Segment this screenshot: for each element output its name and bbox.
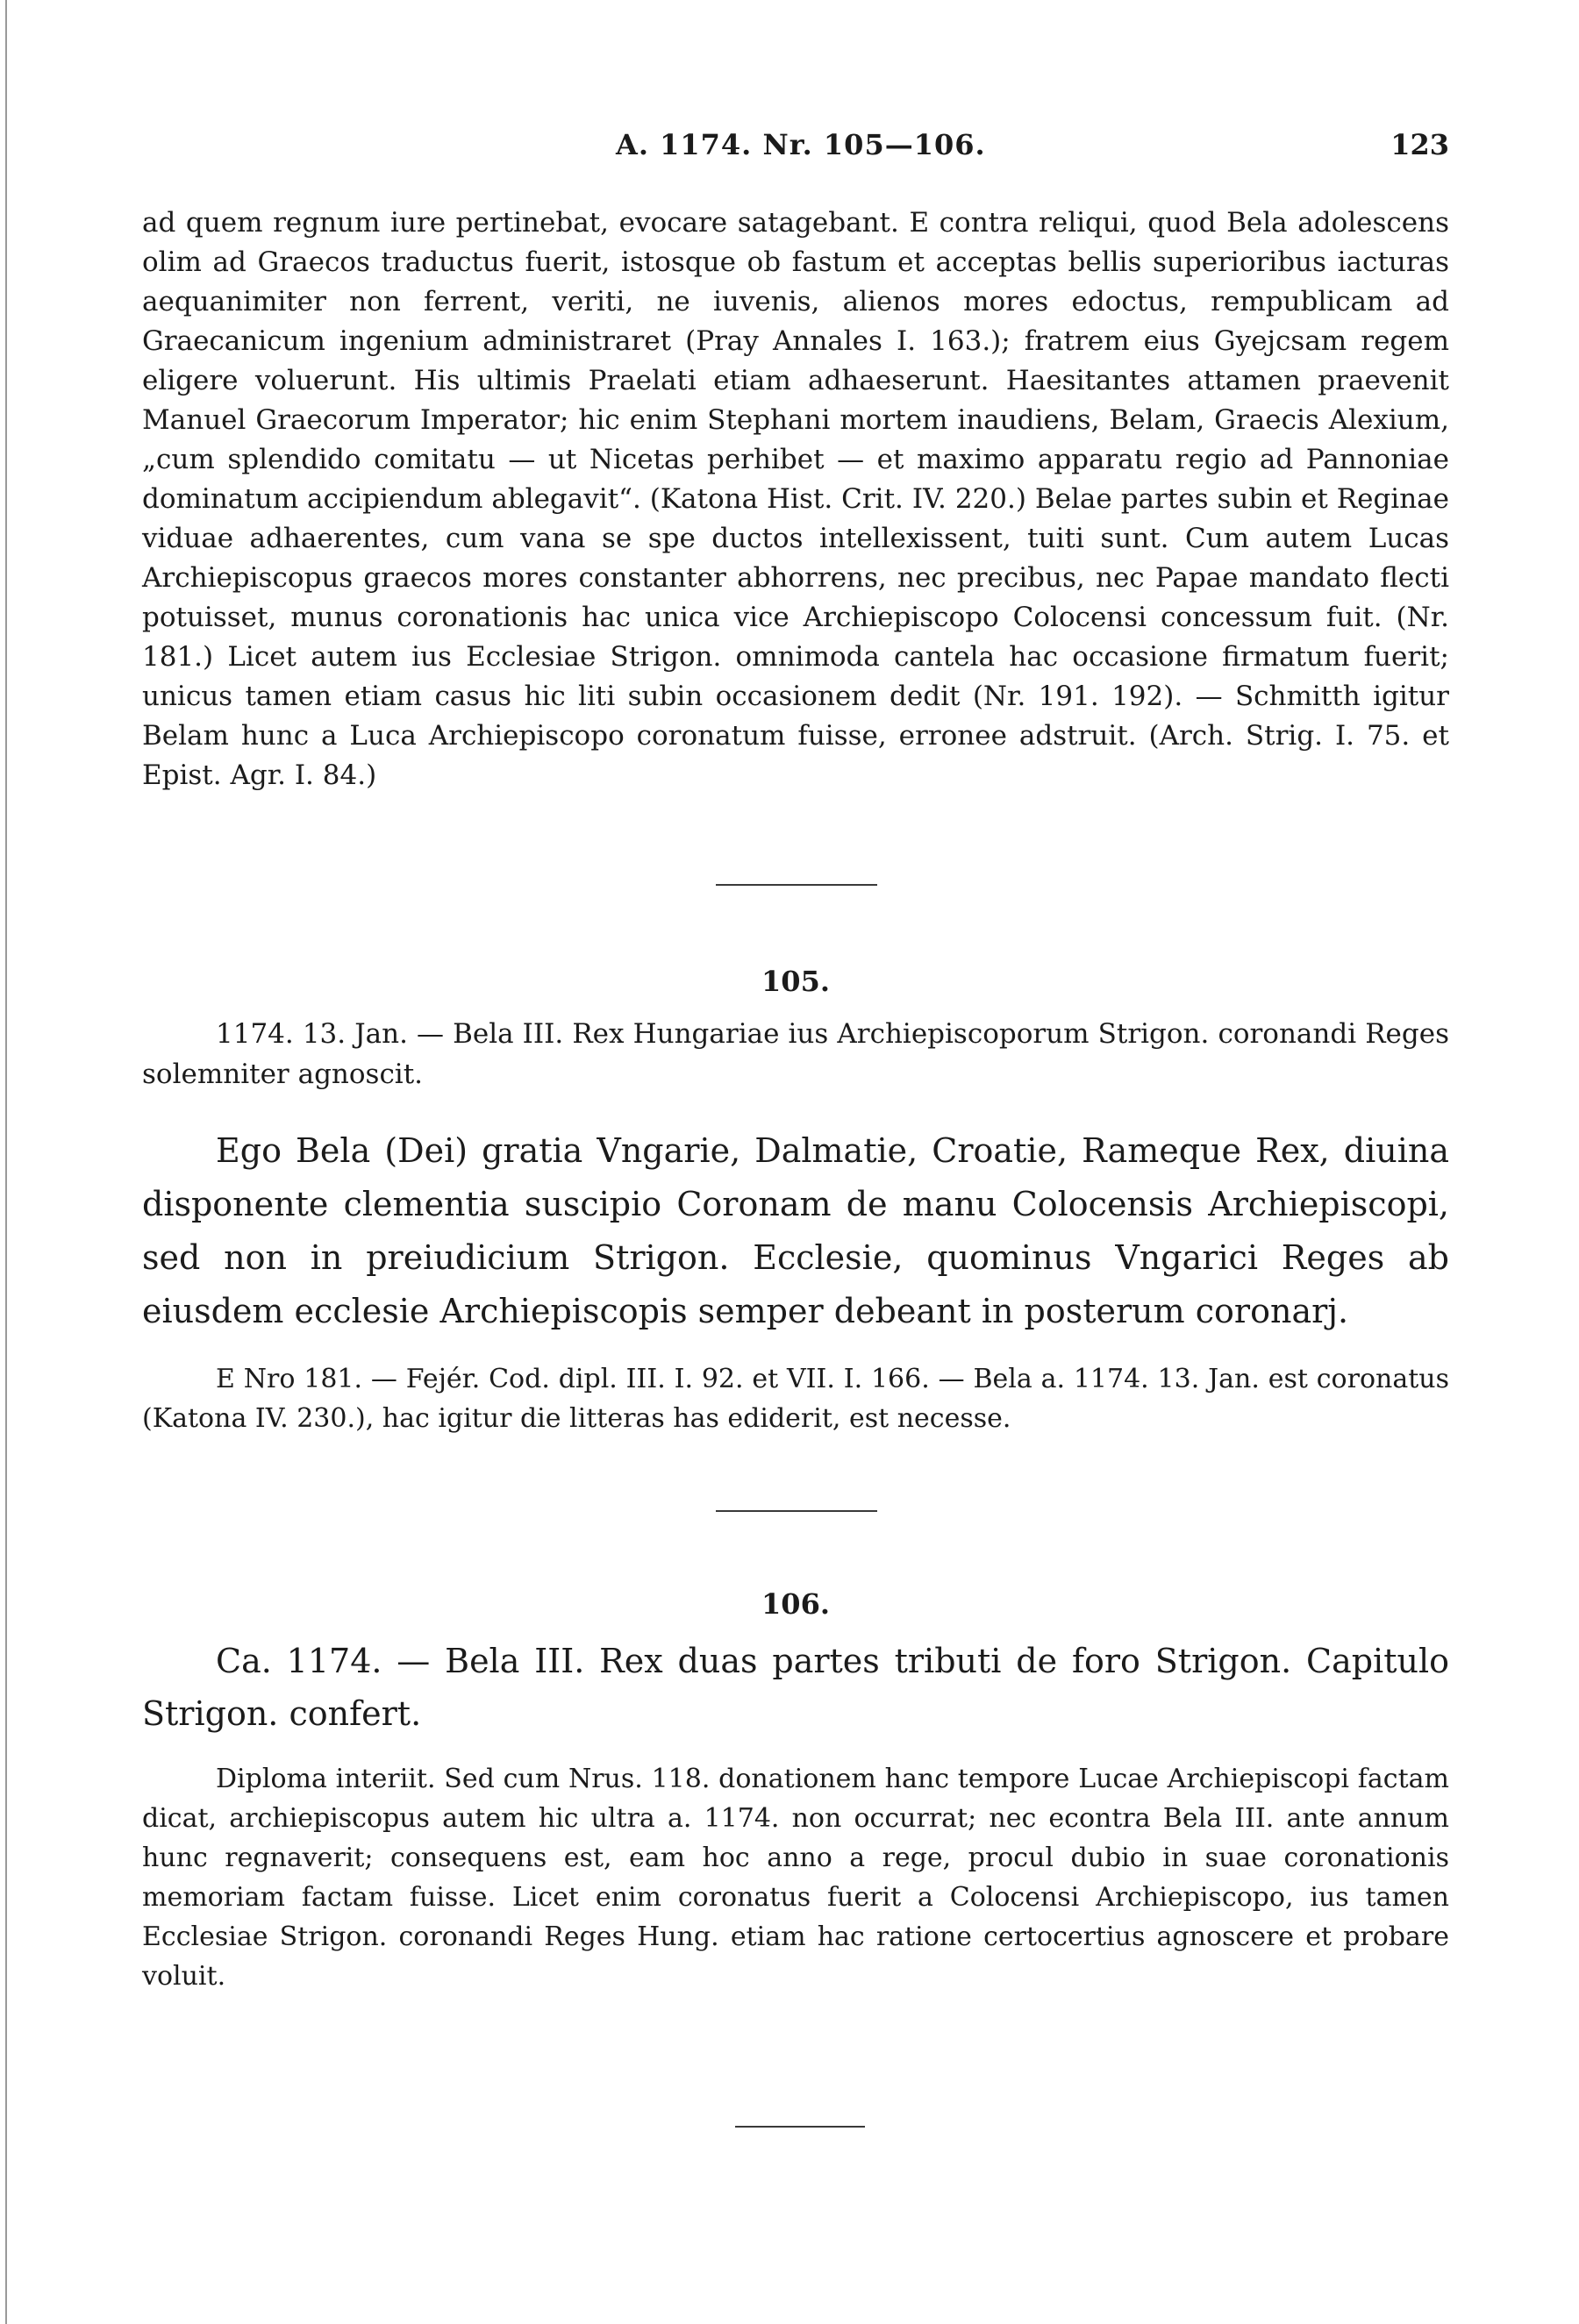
page-number: 123	[1390, 128, 1449, 161]
document-105-note: E Nro 181. — Fejér. Cod. dipl. III. I. 92. et VII. I. 166. — Bela a. 1174. 13. Jan. est coronatus (Katona IV. 230.), hac igitur die litteras has ediderit, est necesse.	[142, 1364, 1449, 1434]
running-head: A. 1174. Nr. 105—106.	[616, 128, 986, 161]
page-edge-line	[5, 0, 7, 2324]
intro-paragraph: ad quem regnum iure pertinebat, evocare satagebant. E contra reliqui, quod Bela adolescens olim ad Graecos traductus fuerit, istosque ob fastum et acceptas bellis superioribus iacturas aequanimiter non ferrent, veriti, ne iuvenis, alienos mores edoctus, rempublicam ad Graecanicum ingenium administraret (Pray Annales I. 163.); fratrem eius Gyejcsam regem eligere voluerunt. His ultimis Praelati etiam adhaeserunt. Haesitantes attamen praevenit Manuel Graecorum Imperator; hic enim Stephani mortem inaudiens, Belam, Graecis Alexium, „cum splendido comitatu — ut Nicetas perhibet — et maximo apparatu regio ad Pannoniae dominatum accipiendum ablegavit“. (Katona Hist. Crit. IV. 220.) Belae partes subin et Reginae viduae adhaerentes, cum vana se spe ductos intellexissent, tuiti sunt. Cum autem Lucas Archiepiscopus graecos mores constanter abhorrens, nec precibus, nec Papae mandato flecti potuisset, munus coronationis hac unica vice Archiepiscopo Colocensi concessum fuit. (Nr. 181.) Licet autem ius Ecclesiae Strigon. omnimoda cantela hac occasione firmatum fuerit; unicus tamen etiam casus hic liti subin occasionem dedit (Nr. 191. 192). — Schmitth igitur Belam hunc a Luca Archiepiscopo coronatum fuisse, erronee adstruit. (Arch. Strig. I. 75. et Epist. Agr. I. 84.)	[142, 207, 1449, 791]
section-divider	[716, 884, 877, 886]
section-divider	[716, 1510, 877, 1512]
section-divider	[735, 2126, 865, 2128]
document-106-regest: Ca. 1174. — Bela III. Rex duas partes tributi de foro Strigon. Capitulo Strigon. confert.	[142, 1642, 1449, 1733]
document-106-number: 106.	[761, 1587, 830, 1621]
document-106-note: Diploma interiit. Sed cum Nrus. 118. donationem hanc tempore Lucae Archiepiscopi factam dicat, archiepiscopus autem hic ultra a. 1174. non occurrat; nec econtra Bela III. ante annum hunc regnaverit; consequens est, eam hoc anno a rege, procul dubio in suae coronationis memoriam factam fuisse. Licet enim coronatus fuerit a Colocensi Archiepiscopo, ius tamen Ecclesiae Strigon. coronandi Reges Hung. etiam hac ratione certocertius agnoscere et probare voluit.	[142, 1764, 1449, 1992]
page-header	[142, 128, 1449, 167]
document-105-number: 105.	[761, 965, 830, 998]
document-105-charter-text: Ego Bela (Dei) gratia Vngarie, Dalmatie, Croatie, Rameque Rex, diuina disponente clementia suscipio Coronam de manu Colocensis Archiepiscopi, sed non in preiudicium Strigon. Ecclesie, quominus Vngarici Reges ab eiusdem ecclesie Archiepiscopis semper debeant in posterum coronarj.	[142, 1131, 1449, 1330]
document-105-regest: 1174. 13. Jan. — Bela III. Rex Hungariae ius Archiepiscoporum Strigon. coronandi Reges solemniter agnoscit.	[142, 1018, 1449, 1090]
